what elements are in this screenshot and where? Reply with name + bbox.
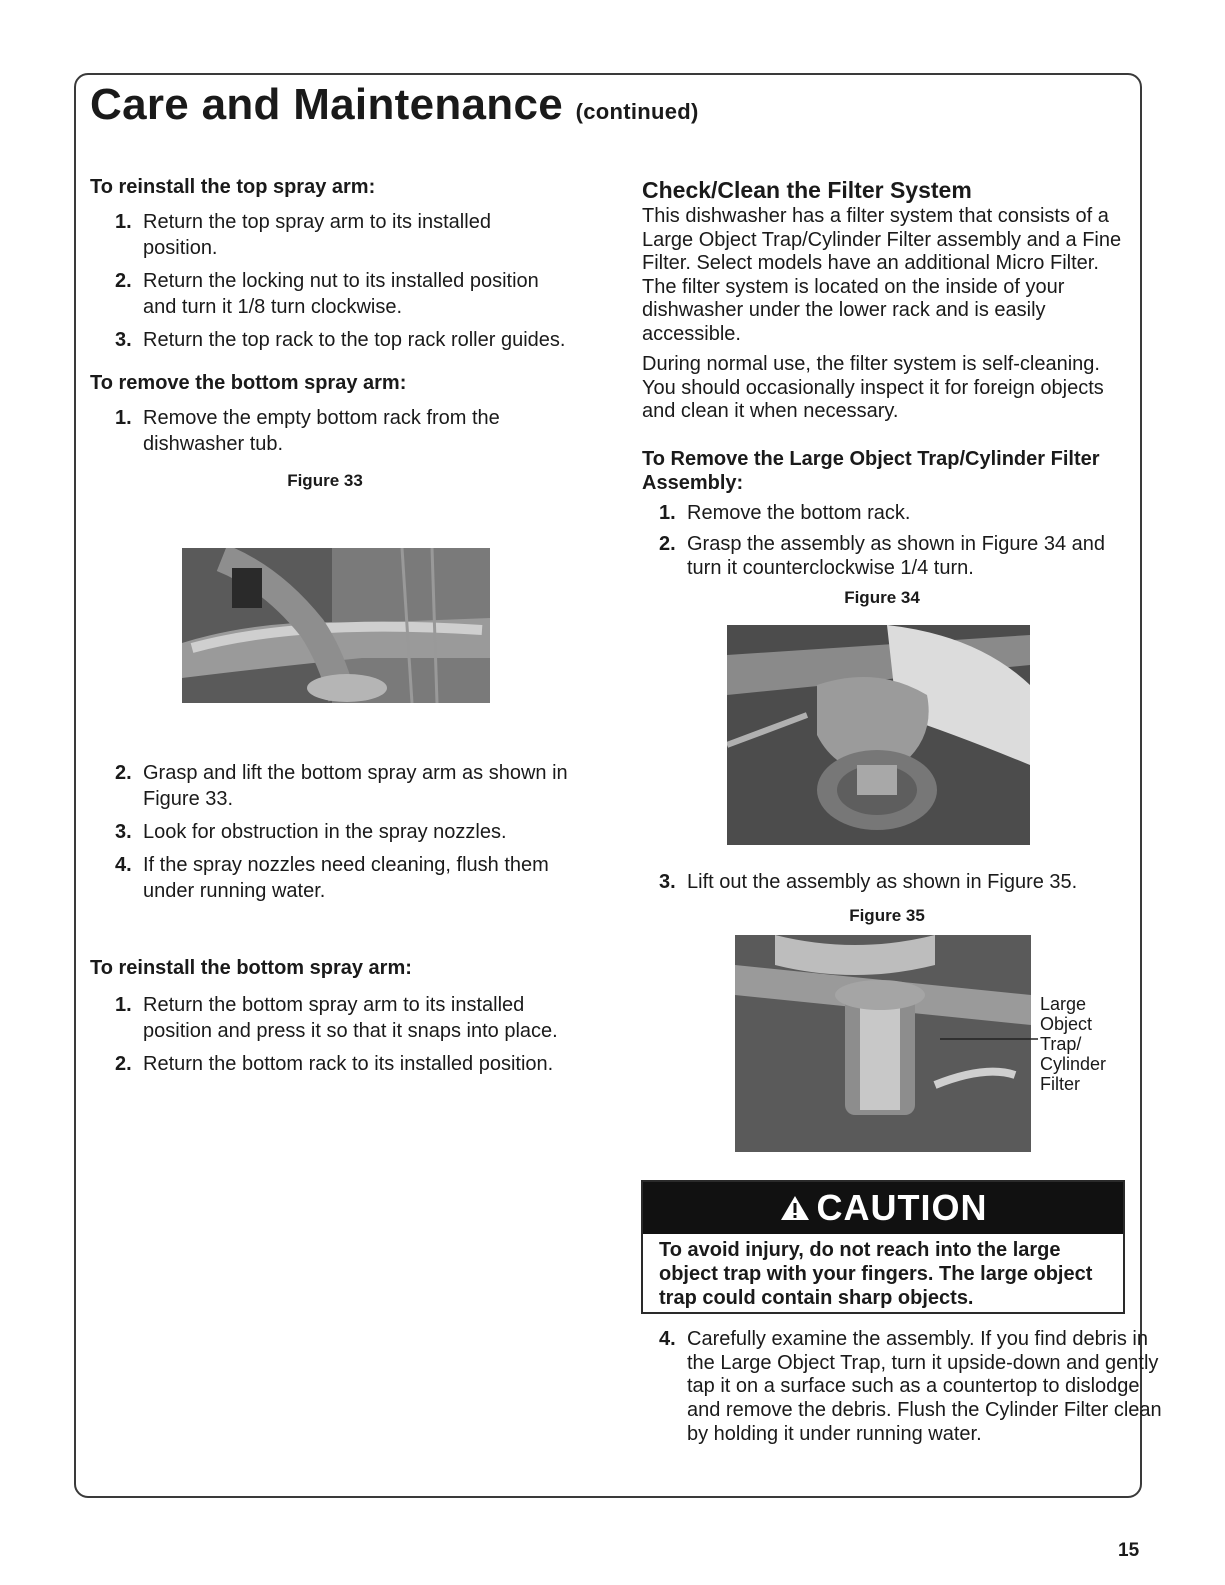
figure-35-callout xyxy=(1040,994,1106,1094)
reinstall-top-heading: To reinstall the top spray arm: xyxy=(90,176,376,198)
caution-box xyxy=(641,1180,1125,1314)
remove-bottom-heading: To remove the bottom spray arm: xyxy=(90,372,407,394)
figure-34-photo xyxy=(727,625,1030,845)
usage-paragraph: During normal use, the filter system is self-cleaning. You should occasionally inspect it for foreign objects and clean it when necessary. xyxy=(642,353,1104,422)
page-number: 15 xyxy=(1118,1540,1140,1561)
list-item: 4. Carefully examine the assembly. If you find debris in the Large Object Trap, turn it upside-down and gently tap it on a surface such as a countertop to dislodge and remove the debris. Flush the Cylinder Filter clean by holding it under running water. xyxy=(659,1328,1162,1445)
section-title: Check/Clean the Filter System xyxy=(642,177,972,203)
caution-header xyxy=(643,1182,1123,1234)
reinstall-bottom-heading: To reinstall the bottom spray arm: xyxy=(90,957,412,979)
list-item: 3. Lift out the assembly as shown in Figure 35. xyxy=(659,871,1078,893)
callout-line: Trap/ xyxy=(1040,1034,1082,1054)
left-column-lower xyxy=(90,760,570,1077)
list-item: 1. Return the top spray arm to its installed position. xyxy=(115,211,491,259)
callout-line: Filter xyxy=(1040,1074,1080,1094)
figure-33-photo xyxy=(182,548,490,703)
title-suffix: (continued) xyxy=(575,99,699,124)
caution-title: CAUTION xyxy=(816,1187,988,1228)
list-item: 2. Return the bottom rack to its installed position. xyxy=(115,1053,554,1075)
list-item: 4. If the spray nozzles need cleaning, flush them under running water. xyxy=(115,854,549,902)
warning-triangle-icon xyxy=(779,1194,811,1222)
callout-line: Cylinder xyxy=(1040,1054,1107,1074)
list-item: 1. Remove the empty bottom rack from the dishwasher tub. xyxy=(115,407,500,455)
list-item: 1. Return the bottom spray arm to its installed position and press it so that it snaps into place. xyxy=(115,994,558,1042)
list-item: 2. Grasp and lift the bottom spray arm as shown in Figure 33. xyxy=(115,762,568,810)
remove-assembly-heading: To Remove the Large Object Trap/Cylinder Filter Assembly: xyxy=(642,447,1100,494)
callout-line: Object xyxy=(1040,1014,1093,1034)
intro-paragraph: This dishwasher has a filter system that consists of a Large Object Trap/Cylinder Filter assembly and a Fine Filter. Select models have an additional Micro Filter. The filter system is located on the inside of your dishwasher under the lower rack and is easily accessible. xyxy=(642,205,1122,345)
figure-35-label: Figure 35 xyxy=(849,906,925,925)
list-item: 3. Return the top rack to the top rack roller guides. xyxy=(115,329,566,351)
left-column xyxy=(90,175,570,491)
list-item: 2. Return the locking nut to its installed position and turn it 1/8 turn clockwise. xyxy=(115,270,539,318)
callout-leader-line xyxy=(940,1030,1040,1050)
figure-33-label: Figure 33 xyxy=(287,471,363,490)
list-item: 2. Grasp the assembly as shown in Figure 34 and turn it counterclockwise 1/4 turn. xyxy=(659,532,1105,579)
page-title: Care and Maintenance (continued) xyxy=(90,80,699,129)
callout-line: Large xyxy=(1040,994,1087,1014)
list-item: 3. Look for obstruction in the spray nozzles. xyxy=(115,821,507,843)
caution-text: To avoid injury, do not reach into the large object trap with your fingers. The large object trap could contain sharp objects. xyxy=(659,1239,1093,1309)
figure-34-label: Figure 34 xyxy=(844,587,920,607)
right-column xyxy=(642,175,1127,608)
list-item: 1. Remove the bottom rack. xyxy=(659,501,911,524)
